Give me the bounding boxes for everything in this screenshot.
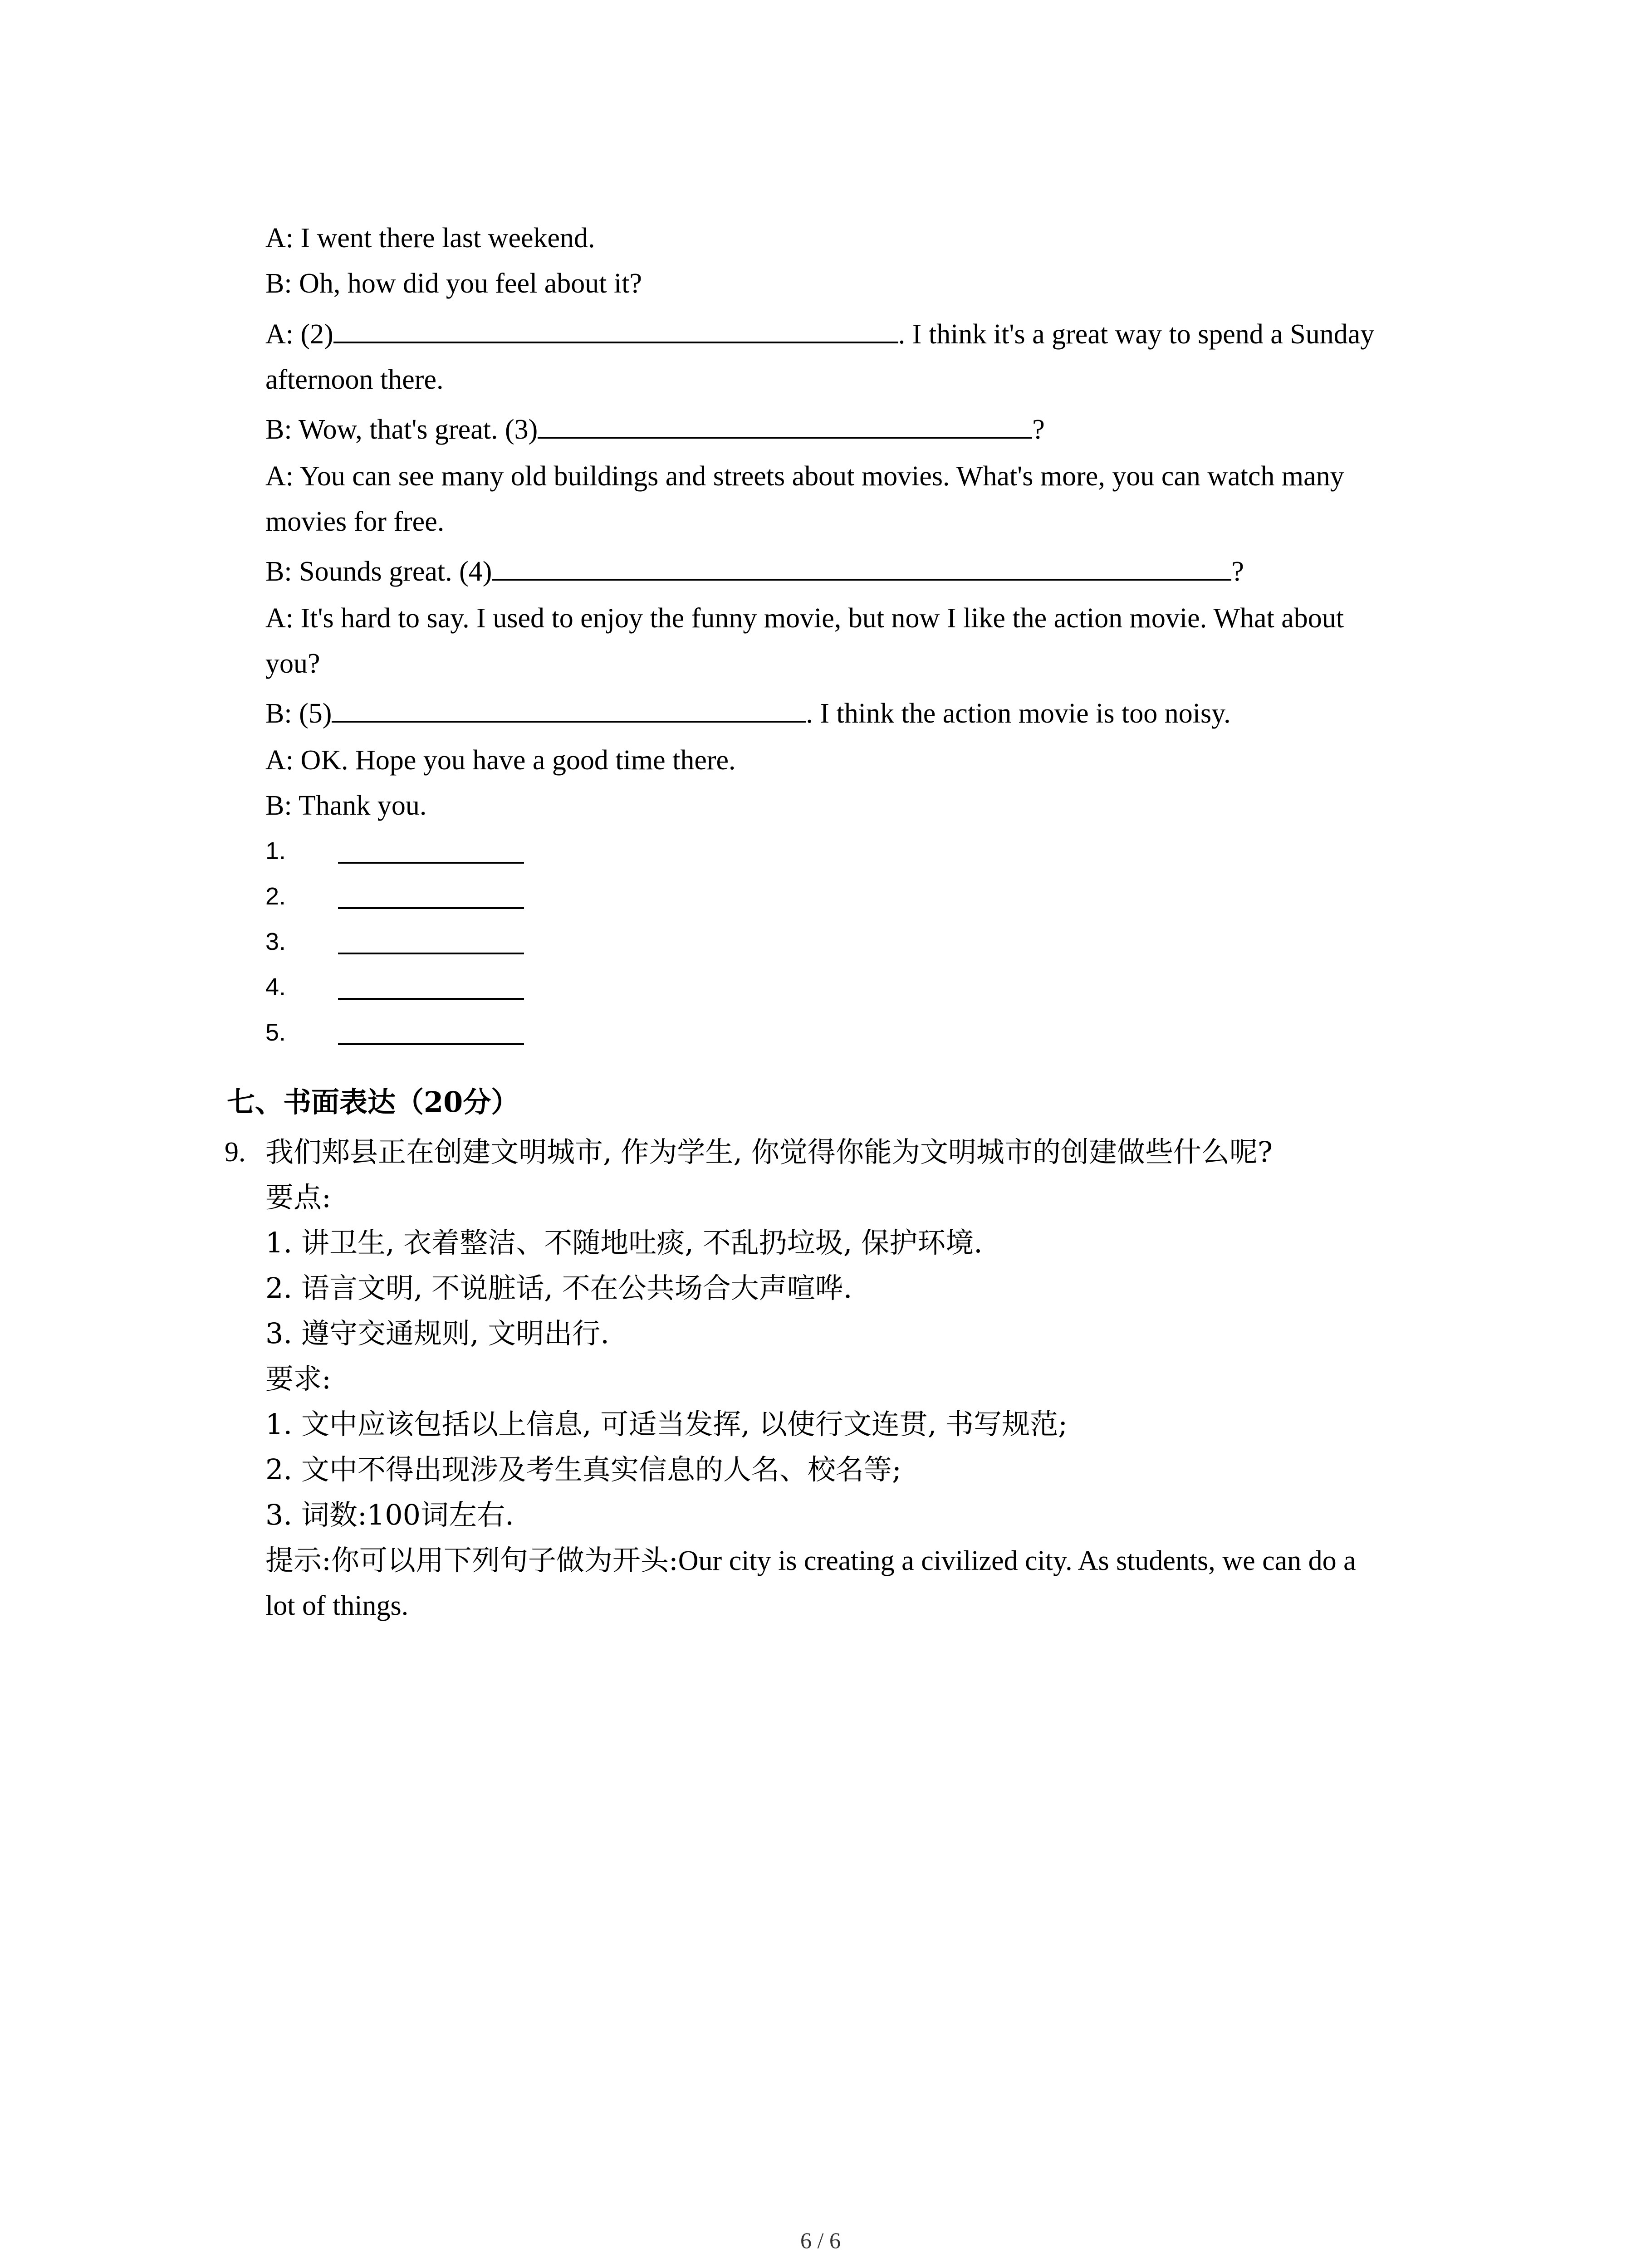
hint-line (265, 1538, 1356, 1584)
question-prompt: 我们郏县正在创建文明城市, 作为学生, 你觉得你能为文明城市的创建做些什么呢? (265, 1135, 1273, 1168)
points-label: 要点: (265, 1181, 331, 1214)
dialogue-line: A: OK. Hope you have a good time there. (265, 745, 736, 776)
dialogue-prefix: A: (2) (265, 319, 333, 350)
answer-number-2: 2. (265, 883, 286, 910)
requirement-item: 2. 文中不得出现涉及考生真实信息的人名、校名等; (265, 1453, 901, 1486)
answer-line-5[interactable] (338, 1043, 524, 1045)
hint-line-continued: lot of things. (265, 1590, 409, 1621)
answer-number-3: 3. (265, 928, 286, 955)
dialogue-suffix: . I think it's a great way to spend a Sunday (898, 319, 1375, 350)
question-number: 9. (225, 1137, 246, 1168)
requirement-item: 1. 文中应该包括以上信息, 可适当发挥, 以使行文连贯, 书写规范; (265, 1408, 1068, 1441)
dialogue-line: movies for free. (265, 506, 445, 537)
dialogue-suffix: . I think the action movie is too noisy. (806, 698, 1231, 729)
page-number: 6 / 6 (800, 2228, 841, 2253)
dialogue-line: B: Thank you. (265, 790, 427, 821)
answer-blank-5[interactable] (332, 693, 806, 723)
answer-line-4[interactable] (338, 998, 524, 1000)
answer-number-1: 1. (265, 837, 286, 865)
dialogue-suffix: ? (1032, 414, 1045, 445)
hint-chinese: 提示:你可以用下列句子做为开头: (265, 1544, 678, 1577)
requirement-item: 3. 词数:100词左右. (265, 1498, 514, 1531)
dialogue-line: B: Oh, how did you feel about it? (265, 268, 642, 299)
point-item: 3. 遵守交通规则, 文明出行. (265, 1317, 609, 1350)
answer-number-4: 4. (265, 973, 286, 1001)
dialogue-prefix: B: Wow, that's great. (3) (265, 414, 538, 445)
answer-line-3[interactable] (338, 953, 524, 954)
answer-number-5: 5. (265, 1019, 286, 1046)
point-item: 2. 语言文明, 不说脏话, 不在公共场合大声喧哗. (265, 1271, 852, 1305)
answer-line-1[interactable] (338, 862, 524, 864)
dialogue-prefix: B: (5) (265, 698, 332, 729)
section-title: 七、书面表达（20分） (227, 1085, 519, 1119)
dialogue-line: A: It's hard to say. I used to enjoy the funny movie, but now I like the action movie. What about (265, 603, 1344, 634)
answer-line-2[interactable] (338, 907, 524, 909)
answer-blank-2[interactable] (333, 313, 898, 343)
dialogue-suffix: ? (1231, 556, 1244, 587)
point-item: 1. 讲卫生, 衣着整洁、不随地吐痰, 不乱扔垃圾, 保护环境. (265, 1226, 983, 1259)
dialogue-line-blank-3 (265, 407, 1045, 452)
dialogue-line: A: I went there last weekend. (265, 223, 595, 254)
dialogue-line-blank-5 (265, 691, 1231, 736)
hint-english: Our city is creating a civilized city. As students, we can do a (678, 1545, 1356, 1576)
dialogue-line: you? (265, 648, 320, 679)
dialogue-line-blank-4 (265, 549, 1244, 594)
answer-blank-4[interactable] (492, 551, 1231, 581)
dialogue-line: afternoon there. (265, 364, 444, 395)
dialogue-line: A: You can see many old buildings and streets about movies. What's more, you can watch many (265, 461, 1344, 492)
answer-blank-3[interactable] (538, 409, 1032, 439)
requirements-label: 要求: (265, 1362, 331, 1395)
dialogue-line-blank-2 (265, 312, 1374, 357)
dialogue-prefix: B: Sounds great. (4) (265, 556, 492, 587)
